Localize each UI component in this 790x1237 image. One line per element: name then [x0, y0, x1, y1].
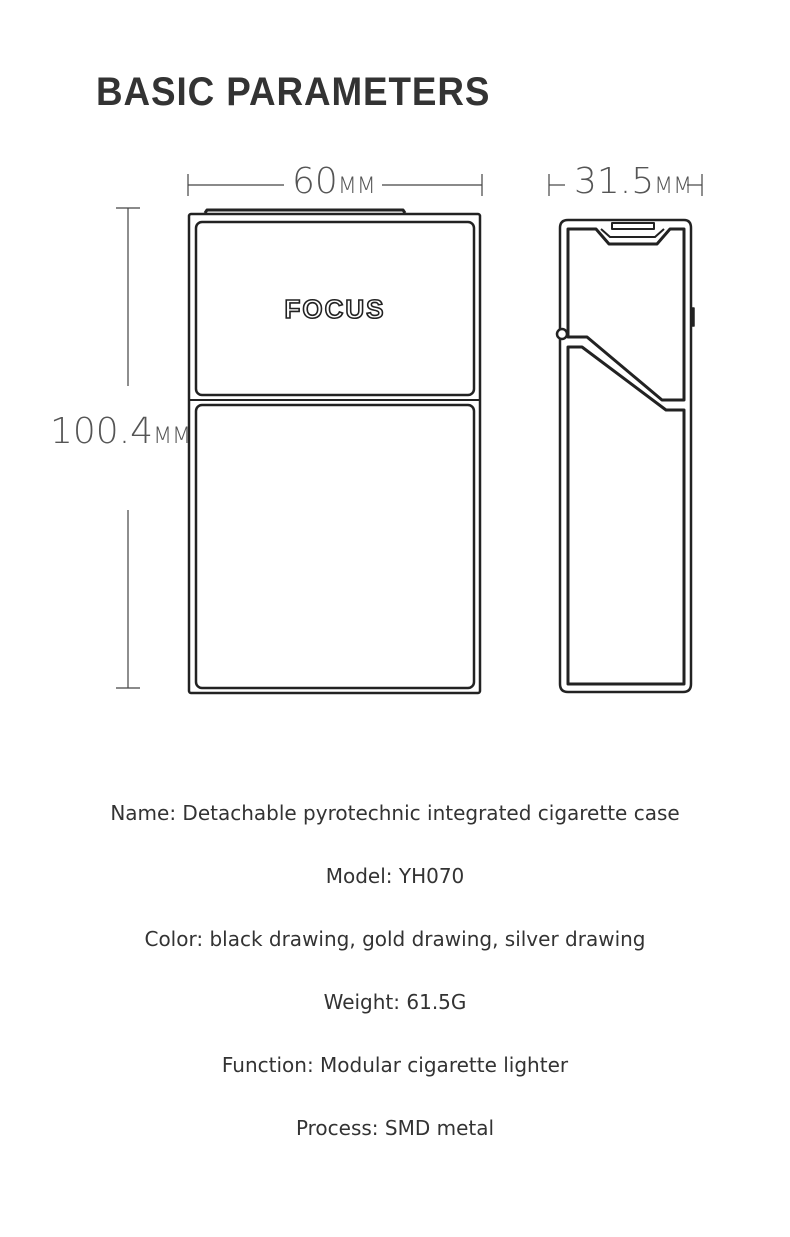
- case-front-view: [189, 210, 480, 693]
- width-dimension-line: [188, 174, 482, 196]
- spec-name: Name: Detachable pyrotechnic integrated cigarette case: [110, 801, 680, 825]
- spec-weight: Weight: 61.5G: [323, 990, 467, 1014]
- spec-function: Function: Modular cigarette lighter: [221, 1053, 569, 1077]
- page-title: BASIC PARAMETERS: [96, 70, 491, 114]
- spec-model: Model: YH070: [325, 864, 465, 888]
- height-dimension-line: [116, 208, 140, 688]
- spec-process: Process: SMD metal: [295, 1116, 495, 1140]
- spec-color: Color: black drawing, gold drawing, silver drawing: [144, 927, 646, 951]
- focus-logo: FOCUS: [284, 294, 386, 324]
- width-dimension-label: 60MM: [292, 161, 376, 202]
- height-dimension-label: 100.4MM: [50, 411, 192, 452]
- depth-dimension-line: [549, 174, 702, 196]
- specifications-list: [0, 798, 790, 1176]
- depth-dimension-label: 31.5MM: [574, 161, 693, 202]
- case-body-panel: [196, 405, 474, 688]
- case-side-view: [557, 220, 694, 692]
